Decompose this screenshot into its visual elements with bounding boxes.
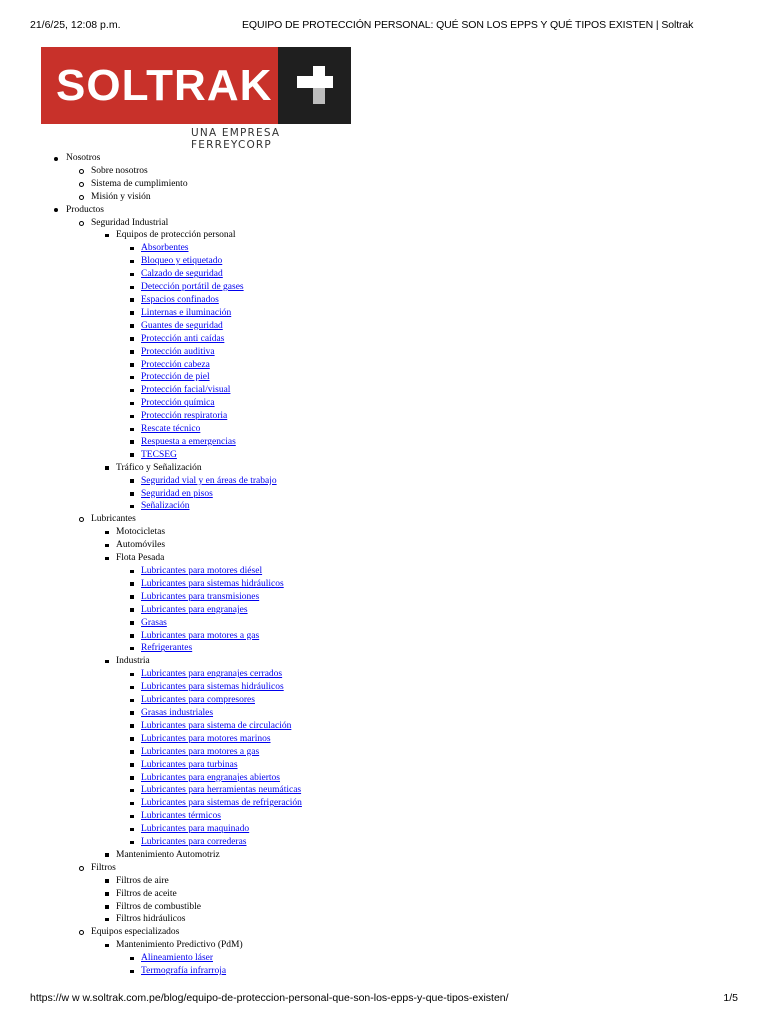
soltrak-logo[interactable] [41,47,351,151]
nav-group-trafico[interactable] [91,462,302,514]
nav-label[interactable]: Equipos especializados [91,927,180,938]
epp-link-list [116,242,302,461]
nav-link[interactable]: Lubricantes para transmisiones [141,591,260,602]
nav-link-item [116,617,302,630]
nav-link-item [116,333,302,346]
nav-link[interactable]: Absorbentes [141,243,189,254]
nav-link[interactable]: Guantes de seguridad [141,320,223,331]
nav-subitem[interactable]: Misión y visión [66,191,302,204]
nav-link-item [116,720,302,733]
nav-link-item [116,797,302,810]
nav-link[interactable]: Señalización [141,501,190,512]
nav-link[interactable]: Lubricantes para sistemas hidráulicos [141,578,284,589]
nav-link[interactable]: Lubricantes para sistemas de refrigeración [141,798,302,809]
nav-link[interactable]: Detección portátil de gases [141,282,244,293]
nav-link[interactable]: Refrigerantes [141,643,193,654]
nav-link-item [116,449,302,462]
nav-link[interactable]: Protección anti caídas [141,333,225,344]
nav-link[interactable]: Grasas industriales [141,707,214,718]
nav-link[interactable]: Seguridad vial y en áreas de trabajo [141,475,277,486]
print-url: https://w w w.soltrak.com.pe/blog/equipo-de-proteccion-personal-que-son-los-epps-y-que-tipos-existen/ [30,992,509,1004]
nav-link[interactable]: Lubricantes para engranajes cerrados [141,669,283,680]
trafico-link-list [116,475,302,514]
flota-link-list [116,565,302,655]
nav-subitem-seguridad[interactable] [66,217,302,514]
industria-link-list [116,668,302,849]
nav-link[interactable]: Lubricantes para compresores [141,695,255,706]
nav-link[interactable]: Lubricantes para herramientas neumáticas [141,785,302,796]
nav-link[interactable]: Lubricantes para motores a gas [141,630,260,641]
print-title: EQUIPO DE PROTECCIÓN PERSONAL: QUÉ SON LOS EPPS Y QUÉ TIPOS EXISTEN | Soltrak [242,19,694,31]
nav-link-item [116,436,302,449]
nav-subitem[interactable]: Sistema de cumplimiento [66,178,302,191]
nav-link-item [116,694,302,707]
nav-link[interactable]: Termografía infrarroja [141,966,227,977]
filtros-list [91,875,302,927]
nav-link[interactable]: Protección química [141,398,215,409]
nav-link-item [116,500,302,513]
nav-link[interactable]: Calzado de seguridad [141,269,223,280]
nav-link[interactable]: Lubricantes para engranajes abiertos [141,772,281,783]
nav-link-item [116,772,302,785]
pdm-link-list [116,952,302,978]
nav-link-item [116,823,302,836]
nav-item-nosotros[interactable] [0,152,302,204]
nav-link-item [116,410,302,423]
logo-brand-text: SOLTRAK [56,61,273,110]
nav-link[interactable]: Lubricantes para motores a gas [141,746,260,757]
nav-link-item [116,746,302,759]
print-date: 21/6/25, 12:08 p.m. [30,19,121,31]
nav-link[interactable]: Lubricantes para maquinado [141,824,250,835]
print-footer [0,992,768,1006]
nav-link[interactable]: Protección cabeza [141,359,210,370]
nav-link[interactable]: Lubricantes para sistema de circulación [141,720,292,731]
nav-subitem-filtros[interactable] [66,862,302,927]
nav-link-item [116,475,302,488]
nav-link-item [116,965,302,978]
nav-item-productos[interactable] [0,204,302,978]
nav-link-item [116,397,302,410]
nav-group-industria[interactable] [91,655,302,849]
nav-group-motocicletas[interactable]: Motocicletas [91,526,302,539]
nav-subitem-equipos[interactable] [66,926,302,978]
nav-link-item [116,604,302,617]
nav-link-item [116,681,302,694]
nav-link-item [116,565,302,578]
nav-link-item [116,320,302,333]
nav-group-automoviles[interactable]: Automóviles [91,539,302,552]
print-header [0,19,768,33]
nav-link-item [116,346,302,359]
nav-link-item [116,952,302,965]
nav-label[interactable]: Tráfico y Señalización [116,462,202,473]
nav-link-item [116,591,302,604]
nav-link[interactable]: TECSEG [141,449,177,460]
nav-link[interactable]: Seguridad en pisos [141,488,213,499]
nav-subitem[interactable]: Filtros de aceite [91,888,302,901]
nav-subitem-lubricantes[interactable] [66,513,302,861]
logo-tagline: UNA EMPRESA FERREYCORP [191,127,281,151]
nav-label[interactable]: Seguridad Industrial [91,217,169,228]
nav-link[interactable]: Protección facial/visual [141,385,231,396]
nav-link[interactable]: Lubricantes para turbinas [141,759,238,770]
nav-label[interactable]: Filtros [91,862,116,873]
nav-label[interactable]: Nosotros [66,153,101,163]
nav-link-item [116,423,302,436]
nav-link-item [116,707,302,720]
nav-link[interactable]: Lubricantes térmicos [141,811,221,822]
nav-link[interactable]: Lubricantes para motores marinos [141,733,271,744]
site-navigation [0,152,302,978]
nav-link[interactable]: Protección respiratoria [141,411,228,422]
nav-link[interactable]: Grasas [141,617,167,628]
nav-link[interactable]: Alineamiento láser [141,953,214,964]
plus-icon [297,66,333,104]
nav-link-item [116,810,302,823]
nav-subitem[interactable]: Filtros de combustible [91,901,302,914]
nav-link-item [116,488,302,501]
nav-label[interactable]: Lubricantes [91,514,136,525]
nav-link[interactable]: Respuesta a emergencias [141,436,236,447]
page-number: 1/5 [723,992,738,1004]
nav-link-item [116,733,302,746]
nav-link[interactable]: Protección auditiva [141,346,215,357]
nav-link-item [116,359,302,372]
nav-link[interactable]: Rescate técnico [141,424,201,435]
nav-link-item [116,294,302,307]
nav-label[interactable]: Productos [66,204,104,215]
nav-link-item [116,384,302,397]
nav-group-epp[interactable] [91,229,302,461]
nav-group-mantenimiento[interactable]: Mantenimiento Automotriz [91,849,302,862]
nav-link[interactable]: Protección de piel [141,372,210,383]
nav-link-item [116,630,302,643]
nav-subitem[interactable]: Sobre nosotros [66,165,302,178]
nav-link-item [116,307,302,320]
nav-link-item [116,642,302,655]
nav-link-item [116,281,302,294]
nav-group-flota[interactable] [91,552,302,655]
nav-link-item [116,668,302,681]
nav-link[interactable]: Linternas e iluminación [141,307,232,318]
nav-link[interactable]: Bloqueo y etiquetado [141,256,223,267]
nav-subitem[interactable]: Filtros hidráulicos [91,913,302,926]
nav-link[interactable]: Espacios confinados [141,294,219,305]
nav-link-item [116,268,302,281]
nav-link[interactable]: Lubricantes para sistemas hidráulicos [141,682,284,693]
nav-link[interactable]: Lubricantes para motores diésel [141,566,263,576]
nav-label[interactable]: Flota Pesada [116,553,165,564]
nav-group-pdm[interactable] [91,939,302,978]
nav-label[interactable]: Industria [116,656,150,667]
nav-link-item [116,836,302,849]
nav-label[interactable]: Mantenimiento Predictivo (PdM) [116,940,243,951]
nav-link-item [116,371,302,384]
nav-link[interactable]: Lubricantes para correderas [141,837,247,848]
nav-link-item [116,759,302,772]
nav-label[interactable]: Equipos de protección personal [116,230,236,241]
nav-subitem[interactable]: Filtros de aire [91,875,302,888]
nav-link-item [116,784,302,797]
nav-link-item [116,255,302,268]
nav-link[interactable]: Lubricantes para engranajes [141,604,248,615]
nav-link-item [116,578,302,591]
nav-link-item [116,242,302,255]
